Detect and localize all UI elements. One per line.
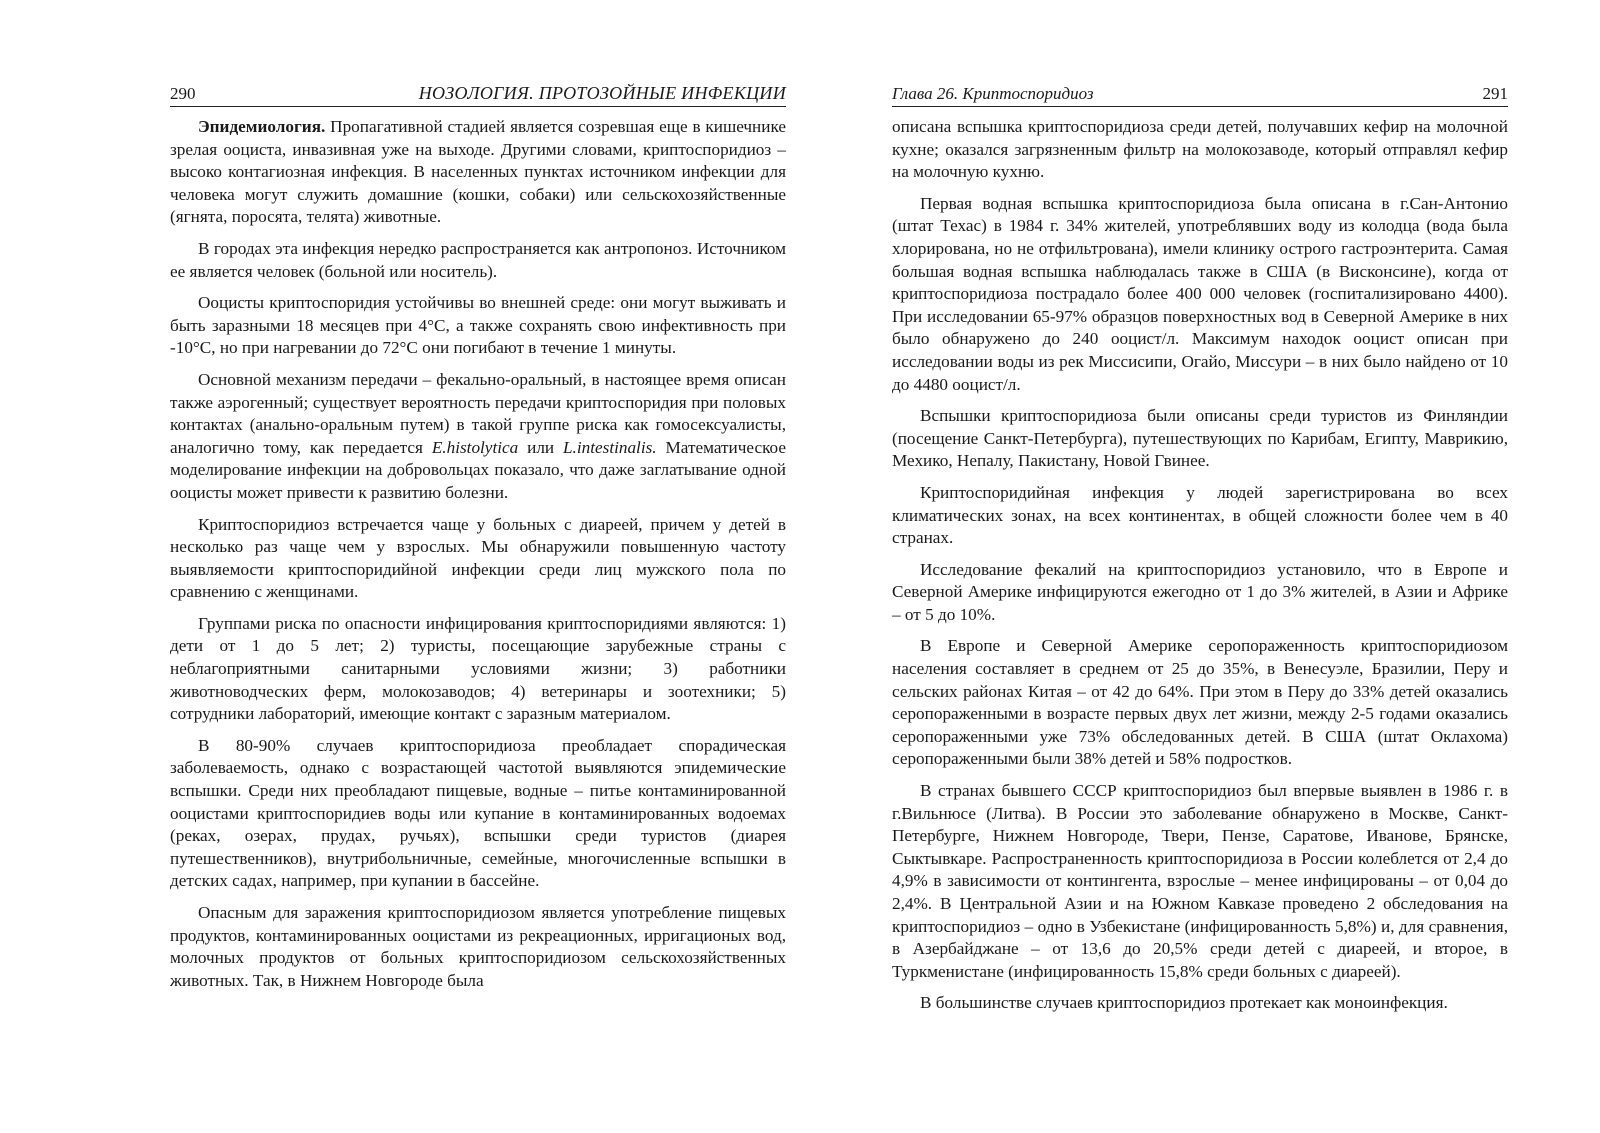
running-title-right: Глава 26. Криптоспоридиоз [892,84,1094,103]
page-number-left: 290 [170,84,196,103]
right-page-header [892,80,1508,107]
paragraph: Ооцисты криптоспоридия устойчивы во внешней среде: они могут выживать и быть заразными 18 месяцев при 4°С, а также сохранять свою инфективность при -10°С, но при нагревании до 72°С они погибают в течение 1 минуты. [170,293,786,358]
paragraph: Первая водная вспышка криптоспоридиоза была описана в г.Сан-Антонио (штат Техас) в 1984 г. 34% жителей, употреблявших воду из колодца (вода была хлорирована, но не отфильтрована), имели клинику острого гастроэнтерита. Самая большая водная вспышка наблюдалась также в США (в Висконсине), когда от криптоспоридиоза пострадало более 400 000 человек (госпитализировано 4400). При исследовании 65-97% образцов поверхностных вод в Северной Америке в них было обнаружено до 240 ооцист/л. Максимум находок ооцист описан при исследовании воды из рек Миссисипи, Огайо, Миссури – в них было найдено от 10 до 4480 ооцист/л. [892,193,1508,394]
left-page-body [170,116,786,992]
species-name: E.histolytica [431,437,519,457]
paragraph: В городах эта инфекция нередко распространяется как антропоноз. Источником ее является человек (больной или носитель). [170,238,786,281]
paragraph-epidemiology [170,116,786,229]
species-name: L.intestinalis. [563,437,657,457]
paragraph: В 80-90% случаев криптоспоридиоза преобладает спорадическая заболеваемость, однако с возрастающей частотой выявляются эпидемические вспышки. Среди них преобладают пищевые, водные – питье контаминированной ооцистами криптоспоридиев воды или купание в контаминированных водоемах (реках, озерах, прудах, ручьях), вспышки среди туристов (диарея путешественников), внутрибольничные, семейные, многочисленные вспышки в детских садах, например, при купании в бассейне. [170,735,786,891]
right-page [892,80,1508,1024]
paragraph-text: Математическое моделирование инфекции на добровольцах показало, что даже заглатывание одной ооцисты может привести к развитию болезни. [170,437,786,502]
paragraph-transmission [170,369,786,505]
running-title-left: НОЗОЛОГИЯ. ПРОТОЗОЙНЫЕ ИНФЕКЦИИ [418,83,786,103]
left-page [170,80,786,1001]
paragraph: Группами риска по опасности инфицирования криптоспоридиями являются: 1) дети от 1 до 5 лет; 2) туристы, посещающие зарубежные страны с неблагоприятными санитарными условиями жизни; 3) работники животноводческих ферм, молокозаводов; 4) ветеринары и зоотехники; 5) сотрудники лабораторий, имеющие контакт с заразным материалом. [170,613,786,724]
section-lead: Эпидемиология. [198,117,326,136]
right-page-body [892,116,1508,1015]
paragraph: В странах бывшего СССР криптоспоридиоз был впервые выявлен в 1986 г. в г.Вильнюсе (Литва). В России это заболевание обнаружено в Москве, Санкт-Петербурге, Нижнем Новгороде, Твери, Пензе, Саратове, Иванове, Брянске, Сыктывкаре. Распространенность криптоспоридиоза в России колеблется от 2,4 до 4,9% в зависимости от контингента, взрослые – менее инфицированы – от 0,04 до 2,4%. В Центральной Азии и на Южном Кавказе проведено 2 обследования на криптоспоридиоз – одно в Узбекистане (инфицированность 5,8%) и, для сравнения, в Азербайджане – от 13,6 до 20,5% среди детей с диареей, и второе, в Туркменистане (инфицированность 15,8% среди больных с диареей). [892,781,1508,981]
page-number-right: 291 [1482,84,1508,103]
paragraph: В Европе и Северной Америке серопораженность криптоспоридиозом населения составляет в среднем от 25 до 35%, в Венесуэле, Бразилии, Перу и сельских районах Китая – от 42 до 64%. При этом в Перу до 33% детей оказались серопораженными в возрасте первых двух лет жизни, между 2-5 годами оказались серопораженными уже 73% обследованных детей. В США (штат Оклахома) серопораженными были 38% детей и 58% подростков. [892,636,1508,769]
paragraph-continued: описана вспышка криптоспоридиоза среди детей, получавших кефир на молочной кухне; оказался загрязненным фильтр на молокозаводе, который отправлял кефир на молочную кухню. [892,117,1508,182]
paragraph: В большинстве случаев криптоспоридиоз протекает как моноинфекция. [920,993,1448,1013]
paragraph-text: Пропагативной стадией является созревшая еще в кишечнике зрелая ооциста, инвазивная уже на выходе. Другими словами, криптоспоридиоз – высоко контагиозная инфекция. В населенных пунктах источником инфекции для человека могут служить домашние (кошки, собаки) или сельскохозяйственные (ягнята, поросята, телята) животные. [170,117,786,227]
paragraph: Опасным для заражения криптоспоридиозом является употребление пищевых продуктов, контаминированных ооцистами из рекреационных, ирригационых вод, молочных продуктов от больных криптоспоридиозом сельскохозяйственных животных. Так, в Нижнем Новгороде была [170,903,786,990]
paragraph: Криптоспоридиоз встречается чаще у больных с диареей, причем у детей в несколько раз чаще чем у взрослых. Мы обнаружили повышенную частоту выявляемости криптоспоридийной инфекции среди лиц мужского пола по сравнению с женщинами. [170,514,786,602]
left-page-header [170,80,786,107]
paragraph: Исследование фекалий на криптоспоридиоз установило, что в Европе и Северной Америке инфицируются ежегодно от 1 до 3% жителей, в Азии и Африке – от 5 до 10%. [892,559,1508,624]
paragraph: Криптоспоридийная инфекция у людей зарегистрирована во всех климатических зонах, на всех континентах, в общей сложности более чем в 40 странах. [892,482,1508,548]
paragraph-text: Основной механизм передачи – фекально-оральный, в настоящее время описан также аэрогенный; существует вероятность передачи криптоспоридия при половых контактах (анально-оральным путем) в такой группе риска как гомосексуалисты, аналогично тому, как передается [170,369,786,457]
paragraph: Вспышки криптоспоридиоза были описаны среди туристов из Финляндии (посещение Санкт-Петербурга), путешествующих по Карибам, Египту, Маврикию, Мехико, Непалу, Пакистану, Новой Гвинее. [892,406,1508,471]
paragraph-text: или [518,437,563,457]
